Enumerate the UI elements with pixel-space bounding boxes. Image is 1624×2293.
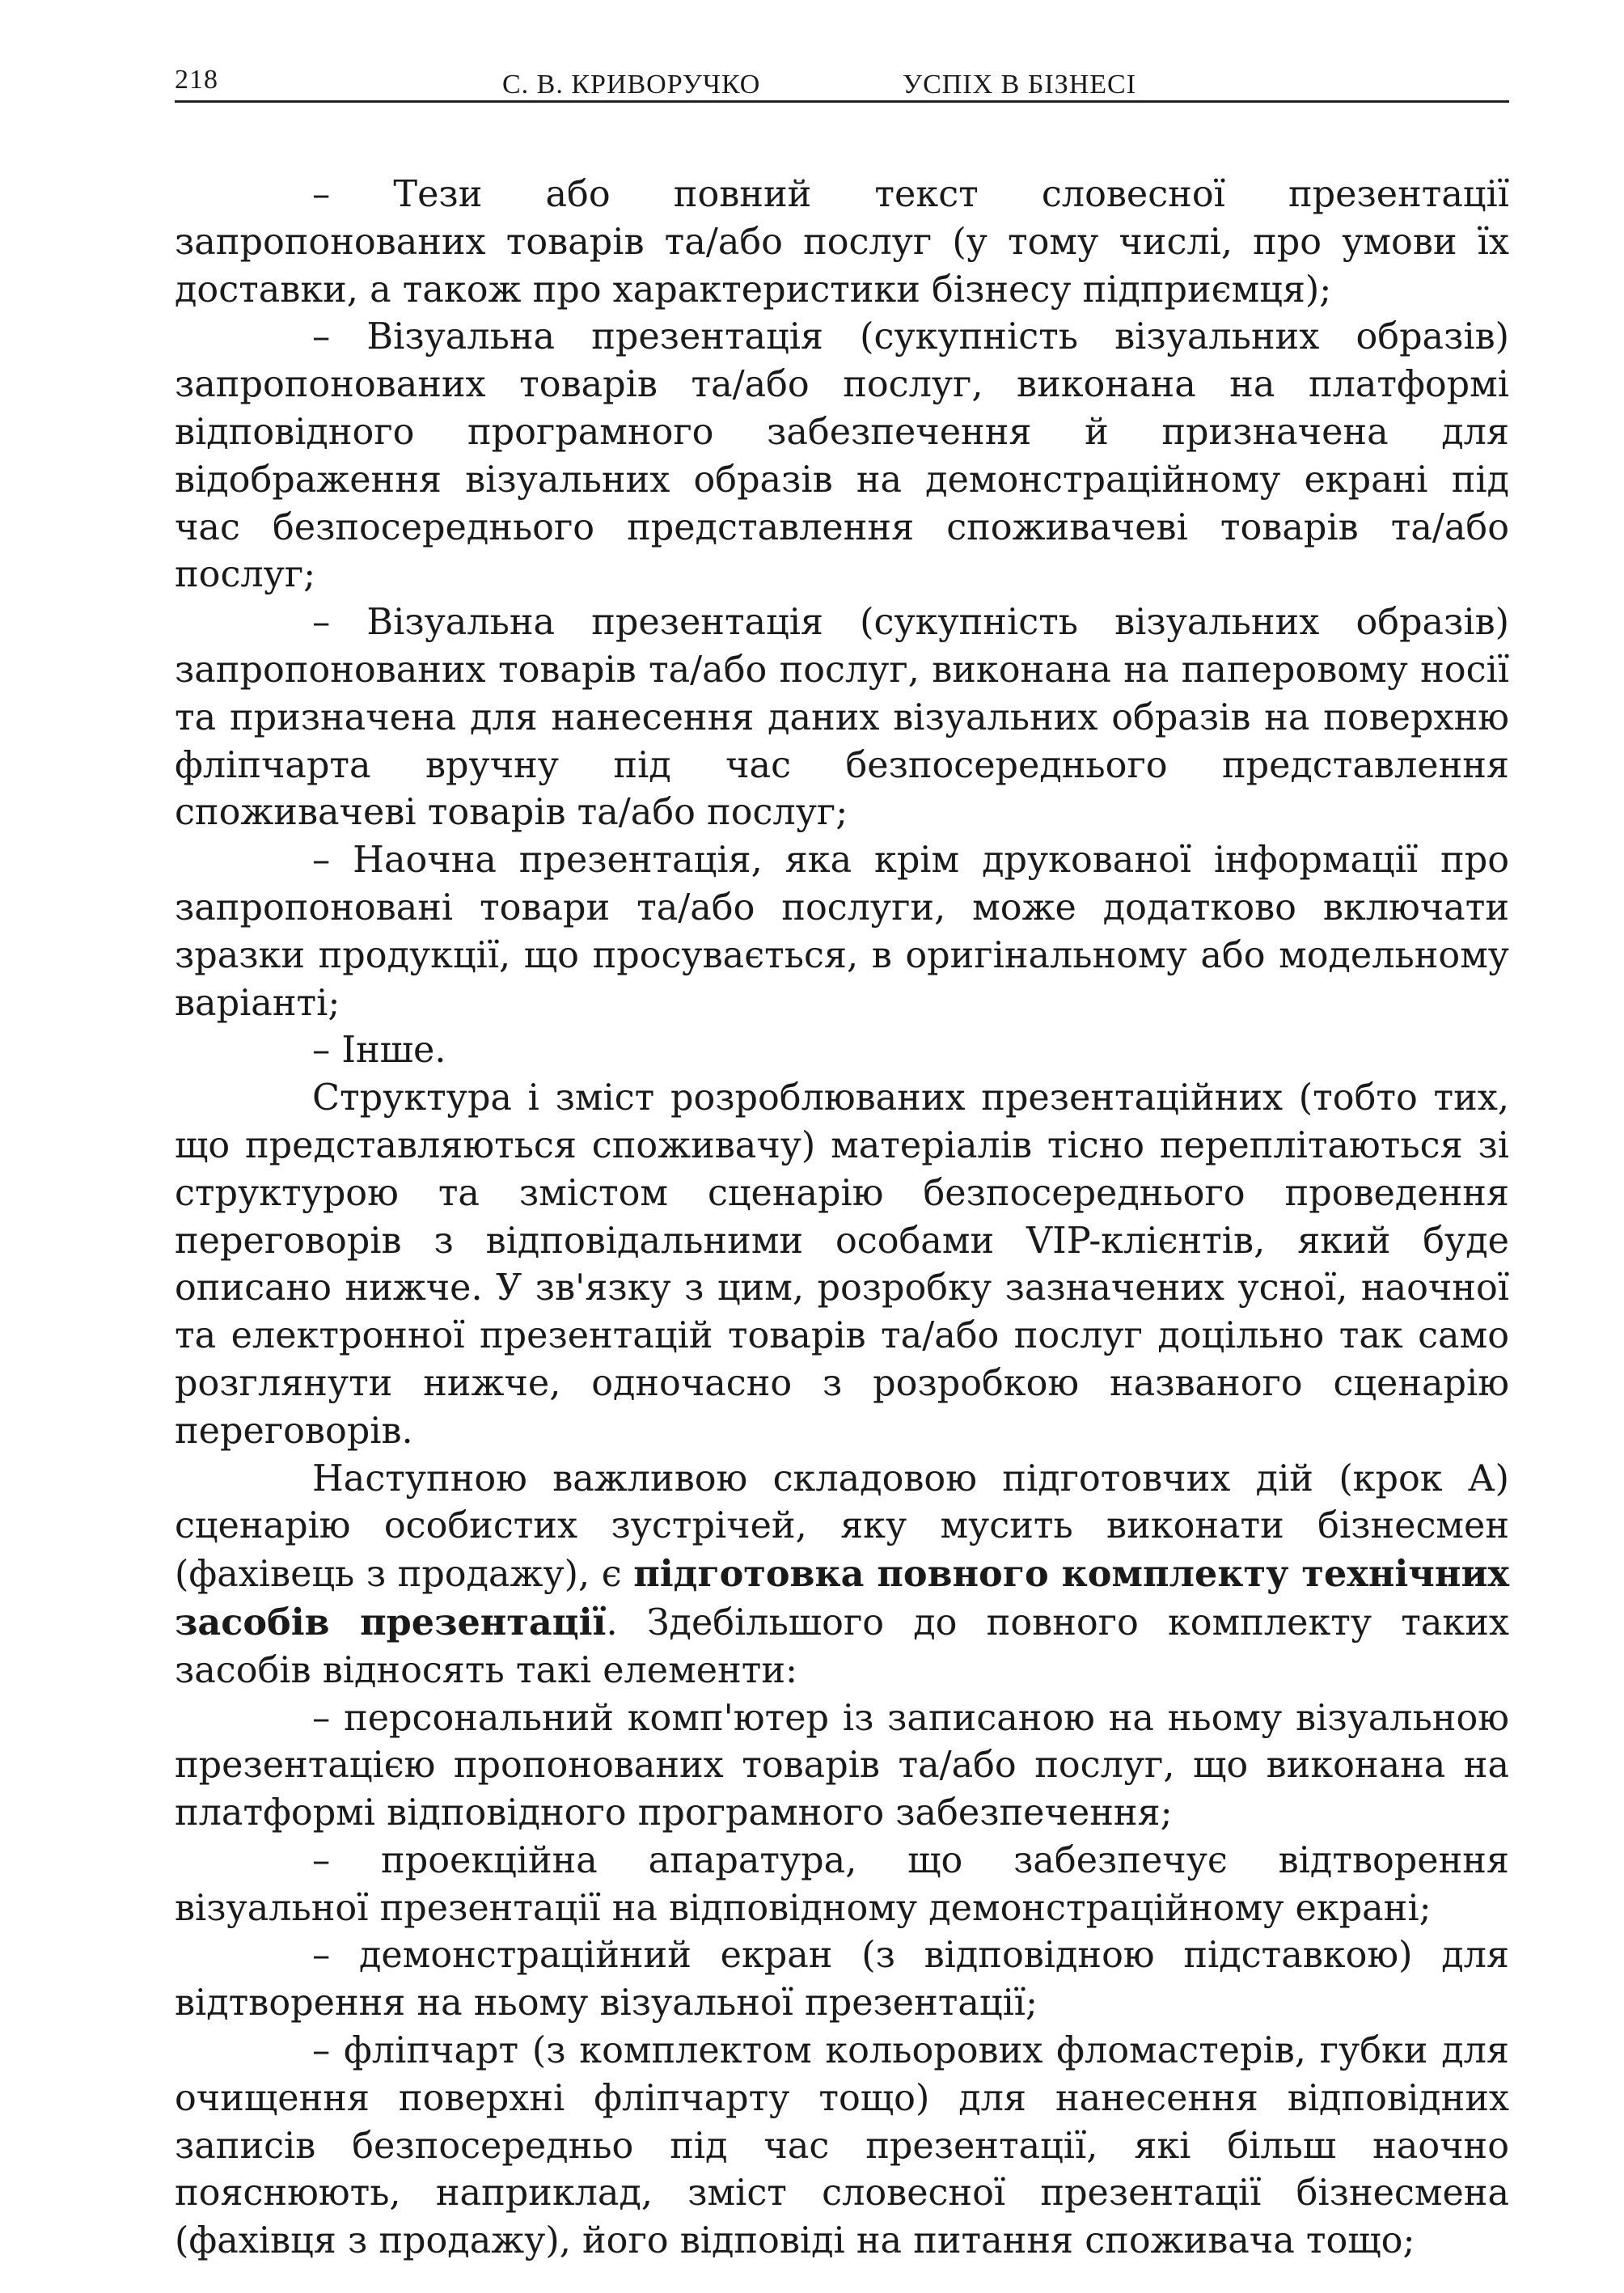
paragraph-technical-means bbox=[175, 1456, 1509, 1695]
list-item-flipchart: – фліпчарт (з комплектом кольорових фломастерів, губки для очищення поверхні фліпчарту тощо) для нанесення відповідних записів безпосередньо під час презентації, які більш наочно пояснюють, наприклад, зміст словесної презентації бізнесмена (фахівця з продажу), його відповіді на питання споживача тощо; bbox=[175, 2030, 1509, 2262]
page-number: 218 bbox=[175, 65, 218, 95]
list-item-text-theses: – Тези або повний текст словесної презентації запропонованих товарів та/або послуг (у тому числі, про умови їх доставки, а також про характеристики бізнесу підприємця); bbox=[175, 174, 1509, 311]
header-author: С. В. КРИВОРУЧКО bbox=[502, 70, 761, 99]
header-book-title: УСПІХ В БІЗНЕСІ bbox=[903, 70, 1137, 99]
paragraph-text-after: . Здебільшого до повного комплекту таких засобів відносять такі елементи: bbox=[175, 1601, 1509, 1691]
list-item-visual-presentation-software: – Візуальна презентація (сукупність візуальних образів) запропонованих товарів та/або послуг, виконана на платформі відповідного програмного забезпечення й призначена для відображення візуальних образів на демонстраційному екрані під час безпосереднього представлення споживачеві товарів та/або послуг; bbox=[175, 316, 1509, 596]
paragraph-text-before: Наступною важливою складовою підготовчих дій (крок А) сценарію особистих зустрічей, яку мусить виконати бізнесмен (фахівець з продажу), є bbox=[175, 1457, 1509, 1596]
list-item-other: – Інше. bbox=[312, 1030, 446, 1072]
emphasis-technical-means: підготовка повного комплекту технічних засобів презентації bbox=[175, 1553, 1509, 1644]
running-header bbox=[175, 58, 1509, 103]
list-item-demonstration-screen: – демонстраційний екран (з відповідною підставкою) для відтворення на ньому візуальної презентації; bbox=[175, 1935, 1509, 2024]
list-item-personal-computer: – персональний комп'ютер із записаною на ньому візуальною презентацією пропонованих товарів та/або послуг, що виконана на платформі відповідного програмного забезпечення; bbox=[175, 1697, 1509, 1834]
list-item-visual-aids-presentation: – Наочна презентація, яка крім друкованої інформації про запропоновані товари та/або послуги, може додатково включати зразки продукції, що просувається, в оригінальному або модельному варіанті; bbox=[175, 840, 1509, 1024]
paragraph-structure-and-content: Структура і зміст розроблюваних презентаційних (тобто тих, що представляються споживачу) матеріалів тісно переплітаються зі структурою та змістом сценарію безпосереднього проведення переговорів з відповідальними особами VIP-клієнтів, який буде описано нижче. У зв'язку з цим, розробку зазначених усної, наочної та електронної презентацій товарів та/або послуг доцільно так само розглянути нижче, одночасно з розробкою названого сценарію переговорів. bbox=[175, 1077, 1509, 1452]
list-item-visual-presentation-paper: – Візуальна презентація (сукупність візуальних образів) запропонованих товарів та/або послуг, виконана на паперовому носії та призначена для нанесення даних візуальних образів на поверхню фліпчарта вручну під час безпосереднього представлення споживачеві товарів та/або послуг; bbox=[175, 602, 1509, 834]
page-body bbox=[175, 171, 1509, 2266]
list-item-projection-equipment: – проекційна апаратура, що забезпечує відтворення візуальної презентації на відповідному демонстраційному екрані; bbox=[175, 1839, 1509, 1929]
